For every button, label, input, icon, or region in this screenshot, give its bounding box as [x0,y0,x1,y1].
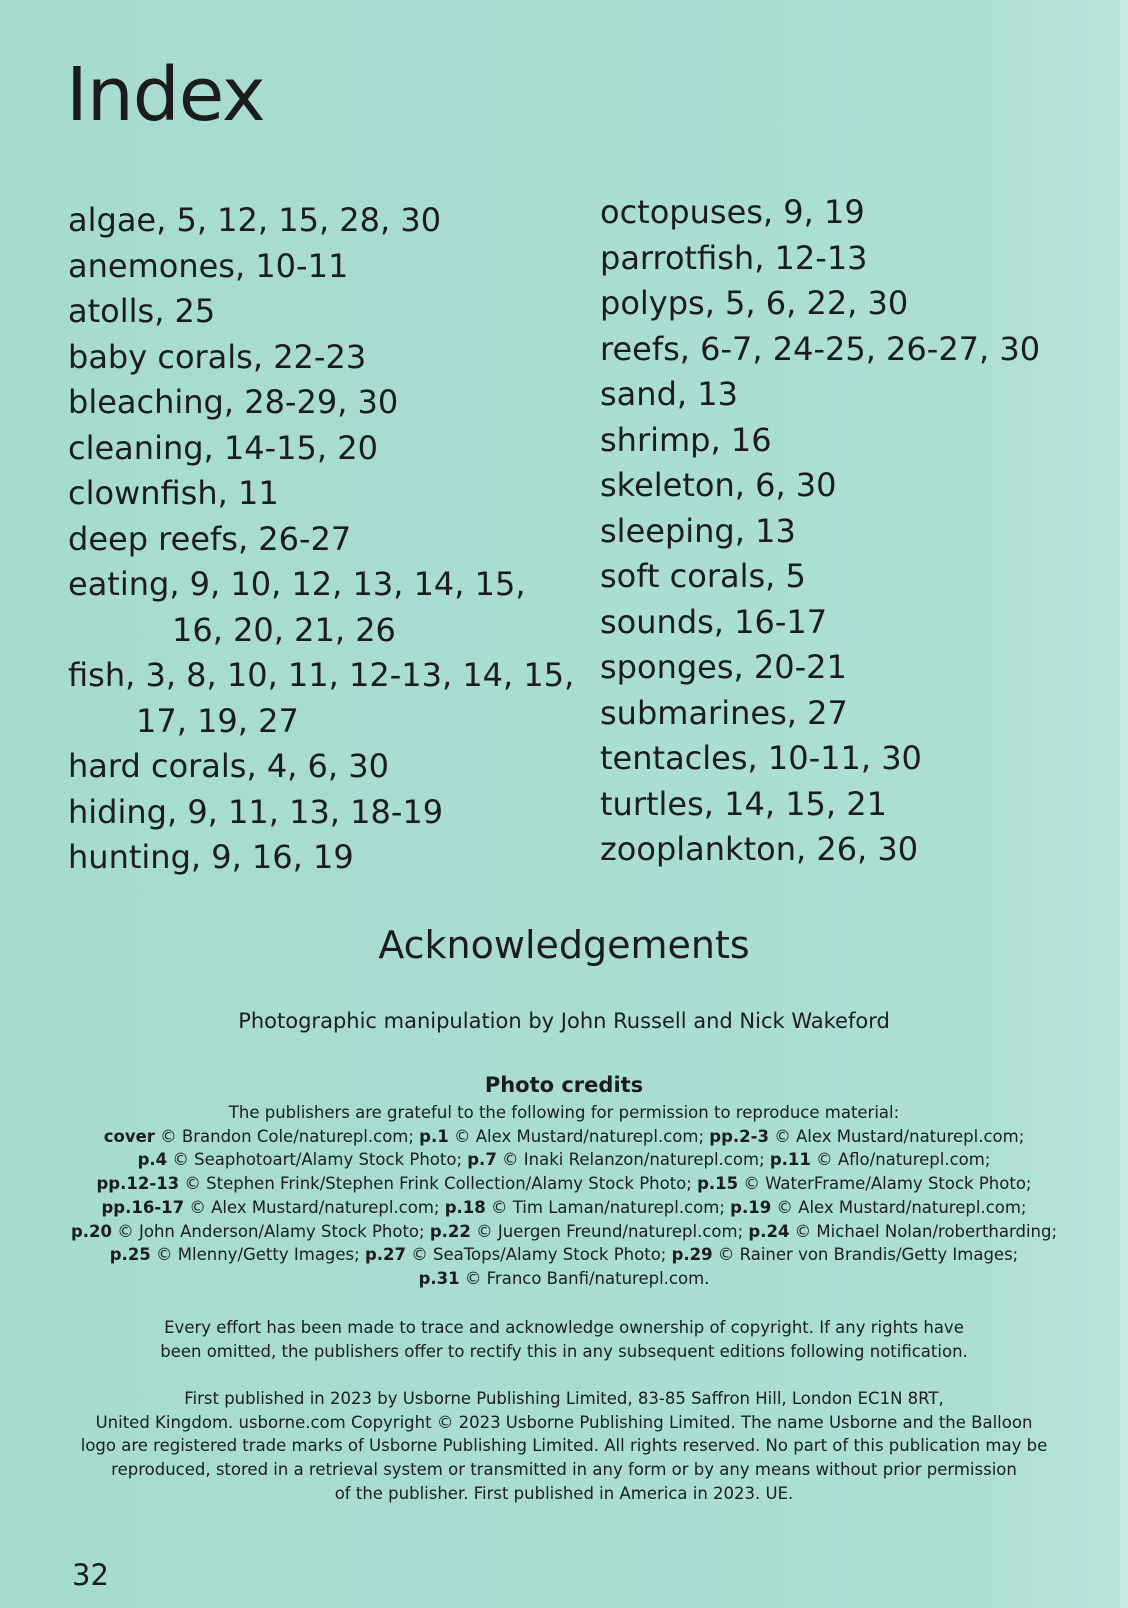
credit-source: © Tim Laman/naturepl.com; [485,1197,731,1217]
credits-line [40,1220,1088,1244]
credit-source: © Mlenny/Getty Images; [150,1245,365,1265]
page-title: Index [66,52,265,138]
index-entry: parrotfish, 12-13 [600,238,868,277]
index-entry: cleaning, 14-15, 20 [68,428,378,467]
index-entry-continuation: 16, 20, 21, 26 [172,610,396,649]
index-entry: anemones, 10-11 [68,246,349,285]
index-entry: reefs, 6-7, 24-25, 26-27, 30 [600,329,1041,368]
index-entry: sleeping, 13 [600,511,796,550]
credit-source: © Alex Mustard/naturepl.com; [448,1126,710,1146]
copyright-effort-notice: Every effort has been made to trace and acknowledge ownership of copyright. If any rights have been omitted, the publishers offer to rectify this in any subsequent editions following notification. [160,1318,968,1361]
index-entry: zooplankton, 26, 30 [600,830,919,868]
credit-page: p.11 [769,1150,811,1170]
credit-source: © Alex Mustard/naturepl.com; [184,1197,445,1217]
index-entry: deep reefs, 26-27 [68,519,352,558]
credits-line [40,1125,1088,1149]
credit-source: © Brandon Cole/naturepl.com; [154,1126,420,1146]
credit-source: © John Anderson/Alamy Stock Photo; [112,1221,430,1241]
photo-credits-heading: Photo credits [484,1073,644,1097]
credit-page: p.24 [748,1221,790,1241]
credit-page: p.7 [467,1150,497,1170]
credit-source: © WaterFrame/Alamy Stock Photo; [738,1174,1032,1194]
credit-page: p.15 [697,1174,739,1194]
index-entry: baby corals, 22-23 [68,337,367,376]
index-entry: shrimp, 16 [600,420,772,459]
index-entry: sponges, 20-21 [600,648,847,686]
credit-source: © Alex Mustard/naturepl.com; [771,1197,1027,1217]
credit-page: p.29 [671,1245,713,1265]
index-entry: hiding, 9, 11, 13, 18-19 [68,792,444,831]
credit-page: pp.12-13 [96,1174,180,1194]
credit-source: © Aflo/naturepl.com; [810,1150,991,1170]
credit-source: © Rainer von Brandis/Getty Images; [712,1245,1019,1265]
credit-page: p.31 [418,1268,460,1288]
credit-page: p.19 [730,1197,772,1217]
index-entry: skeleton, 6, 30 [600,466,837,504]
credit-page: p.1 [419,1126,449,1146]
credits-line [40,1172,1088,1196]
credit-page: p.25 [109,1245,151,1265]
index-entry: tentacles, 10-11, 30 [600,739,922,777]
index-entry: eating, 9, 10, 12, 13, 14, 15, 16, 20, 21, 26 [68,562,588,653]
credits-line [40,1243,1088,1267]
acknowledgements-heading: Acknowledgements [378,923,750,967]
index-entry: turtles, 14, 15, 21 [600,784,887,823]
credit-page: cover [103,1126,155,1146]
index-entry: submarines, 27 [600,693,848,732]
index-entry: polyps, 5, 6, 22, 30 [600,284,909,322]
index-entry-continuation: 17, 19, 27 [136,701,299,740]
index-entry: clownfish, 11 [68,474,279,512]
index-entry: hunting, 9, 16, 19 [68,838,354,876]
index-entry: algae, 5, 12, 15, 28, 30 [68,201,442,239]
credit-source: © Juergen Freund/naturepl.com; [470,1221,749,1241]
index-column-left [68,198,588,881]
index-entry: octopuses, 9, 19 [600,193,865,231]
credit-page: p.20 [70,1221,112,1241]
credit-page: p.27 [364,1245,407,1265]
index-column-right [600,190,1100,873]
photo-credits-block [40,1101,1088,1291]
credit-source: © SeaTops/Alamy Stock Photo; [406,1245,672,1265]
publishing-info: First published in 2023 by Usborne Publishing Limited, 83-85 Saffron Hill, London EC1N 8RT, United Kingdom. usborne.com Copyright © 2023 Usborne Publishing Limited. The name Usborne and the Balloon logo are registered trade marks of Usborne Publishing Limited. All rights reserved. No part of this publication may be reproduced, stored in a retrieval system or transmitted in any form or by any means without prior permission of the publisher. First published in America in 2023. UE. [80,1389,1048,1503]
credit-source: © Inaki Relanzon/naturepl.com; [496,1150,770,1170]
index-entry: bleaching, 28-29, 30 [68,383,399,421]
credit-source: © Michael Nolan/robertharding; [789,1221,1058,1241]
credit-page: pp.2-3 [709,1126,769,1146]
index-entry: sounds, 16-17 [600,602,828,641]
credit-page: p.22 [429,1221,471,1241]
page-edge [1120,0,1128,1608]
credits-line [40,1196,1088,1220]
credit-source: © Seaphotoart/Alamy Stock Photo; [167,1150,468,1170]
index-entry: atolls, 25 [68,292,216,330]
credit-page: p.4 [137,1150,168,1170]
page-number: 32 [72,1558,109,1592]
credit-page: pp.16-17 [101,1197,185,1217]
credit-source: © Alex Mustard/naturepl.com; [768,1126,1025,1146]
index-entry: fish, 3, 8, 10, 11, 12-13, 14, 15, 17, 19, 27 [68,653,588,744]
index-entry: sand, 13 [600,375,738,413]
photo-manipulation-credit: Photographic manipulation by John Russell and Nick Wakeford [238,1009,890,1033]
credit-page: p.18 [444,1197,486,1217]
index-entry: hard corals, 4, 6, 30 [68,747,389,785]
index-entry: soft corals, 5 [600,557,806,595]
credits-line [40,1267,1088,1291]
credit-source: © Stephen Frink/Stephen Frink Collection/Alamy Stock Photo; [179,1174,698,1194]
credits-line [40,1148,1088,1172]
credits-intro: The publishers are grateful to the following for permission to reproduce material: [228,1103,900,1122]
credit-source: © Franco Banfi/naturepl.com. [459,1268,710,1288]
